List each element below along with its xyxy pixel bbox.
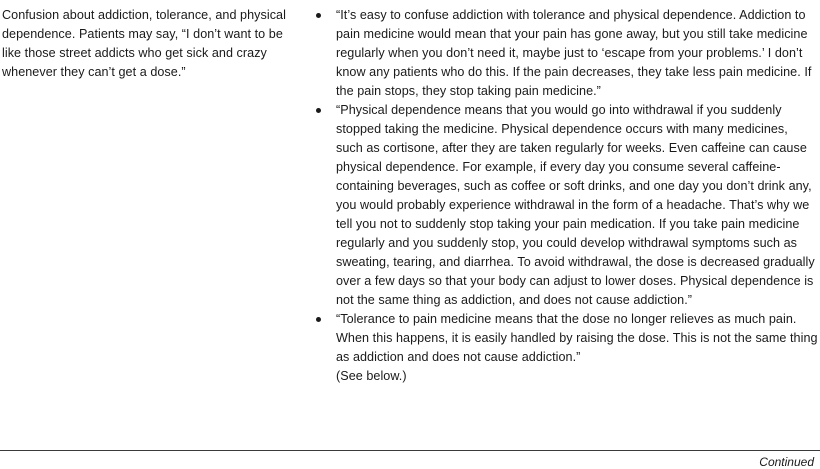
bullet-icon bbox=[316, 317, 321, 322]
bullet-icon bbox=[316, 13, 321, 18]
see-below-note: (See below.) bbox=[336, 369, 407, 383]
bullet-icon bbox=[316, 108, 321, 113]
left-cell-heading: Confusion about addiction, tolerance, and physical dependence. bbox=[2, 8, 286, 41]
left-cell bbox=[2, 6, 294, 82]
bullet-item-addiction bbox=[312, 6, 818, 101]
continued-label: Continued bbox=[759, 455, 814, 469]
right-cell bbox=[312, 6, 818, 386]
bullet-item-physical-dependence bbox=[312, 101, 818, 310]
bullet-text: “Tolerance to pain medicine means that the dose no longer relieves as much pain. When this happens, it is easily handled by raising the dose. This is not the same thing as addiction and does not cause addiction.” bbox=[336, 312, 818, 364]
bullet-text: “It’s easy to confuse addiction with tolerance and physical dependence. Addiction to pain medicine would mean that your pain has gone away, but you still take medicine regularly when you don’t need it, maybe just to ‘escape from your problems.’ I don’t know any patients who do this. If the pain decreases, they take less pain medicine. If the pain stops, they stop taking pain medicine.” bbox=[336, 8, 812, 98]
left-cell-body: Patients may say, “I don’t want to be like those street addicts who get sick and crazy whenever they can’t get a dose.” bbox=[2, 27, 283, 79]
bullet-text: “Physical dependence means that you would go into withdrawal if you suddenly stopped taking the medicine. Physical dependence occurs with many medicines, such as cortisone, after they are taken regularly for weeks. Even caffeine can cause physical dependence. For example, if every day you consume several caffeine-containing beverages, such as coffee or soft drinks, and one day you don’t drink any, you would probably experience withdrawal in the form of a headache. That’s why we tell you not to suddenly stop taking your pain medication. If you take pain medicine regularly and you suddenly stop, you could develop withdrawal symptoms such as sweating, tearing, and diarrhea. To avoid withdrawal, the dose is decreased gradually over a few days so that your body can adjust to lower doses. Physical dependence is not the same thing as addiction, and does not cause addiction.” bbox=[336, 103, 815, 307]
bullet-list bbox=[312, 6, 818, 386]
bullet-item-tolerance bbox=[312, 310, 818, 386]
left-cell-text bbox=[2, 6, 294, 82]
